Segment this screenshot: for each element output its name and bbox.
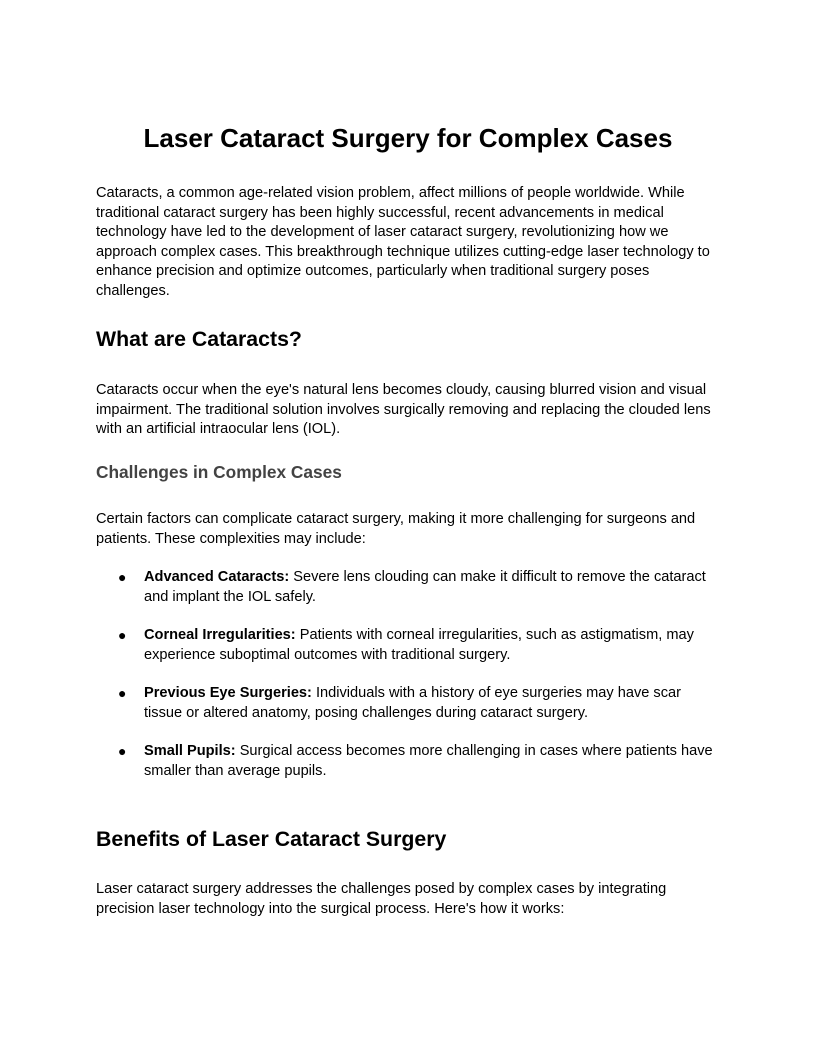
list-item-term: Previous Eye Surgeries:: [144, 685, 312, 701]
cataracts-paragraph: Cataracts occur when the eye's natural lens becomes cloudy, causing blurred vision and visual impairment. The traditional solution involves surgically removing and replacing the clouded lens with an artificial intraocular lens (IOL).: [96, 382, 711, 437]
section-heading-challenges: Challenges in Complex Cases: [96, 462, 342, 482]
list-item-text: Surgical access becomes more challenging in cases where patients have smaller than average pupils.: [144, 743, 713, 779]
bullet-icon: ●: [118, 685, 127, 701]
section-heading-benefits: Benefits of Laser Cataract Surgery: [96, 827, 447, 851]
list-item-term: Small Pupils:: [144, 743, 236, 759]
bullet-icon: ●: [118, 627, 127, 643]
list-item: [96, 742, 720, 781]
list-item-term: Corneal Irregularities:: [144, 627, 296, 643]
bullet-icon: ●: [118, 569, 127, 585]
list-item: [96, 684, 720, 723]
bullet-icon: ●: [118, 743, 127, 759]
challenges-paragraph: Certain factors can complicate cataract surgery, making it more challenging for surgeons and patients. These complexities may include:: [96, 511, 696, 547]
list-item: [96, 626, 720, 665]
benefits-paragraph: Laser cataract surgery addresses the challenges posed by complex cases by integrating precision laser technology into the surgical process. Here's how it works:: [96, 881, 667, 917]
page-title: Laser Cataract Surgery for Complex Cases: [143, 123, 673, 153]
complexities-list: [96, 568, 720, 800]
list-item-text: Patients with corneal irregularities, such as astigmatism, may experience suboptimal outcomes with traditional surgery.: [144, 627, 694, 663]
list-item: [96, 568, 720, 607]
intro-paragraph: Cataracts, a common age-related vision problem, affect millions of people worldwide. While traditional cataract surgery has been highly successful, recent advancements in medical technology have led to the development of laser cataract surgery, revolutionizing how we approach complex cases. This breakthrough technique utilizes cutting-edge laser technology to enhance precision and optimize outcomes, particularly when traditional surgery poses challenges.: [96, 185, 710, 299]
list-item-text: Individuals with a history of eye surgeries may have scar tissue or altered anatomy, posing challenges during cataract surgery.: [144, 685, 681, 721]
list-item-term: Advanced Cataracts:: [144, 569, 290, 585]
list-item-text: Severe lens clouding can make it difficult to remove the cataract and implant the IOL safely.: [144, 569, 706, 605]
section-heading-what-are-cataracts: What are Cataracts?: [96, 327, 302, 351]
